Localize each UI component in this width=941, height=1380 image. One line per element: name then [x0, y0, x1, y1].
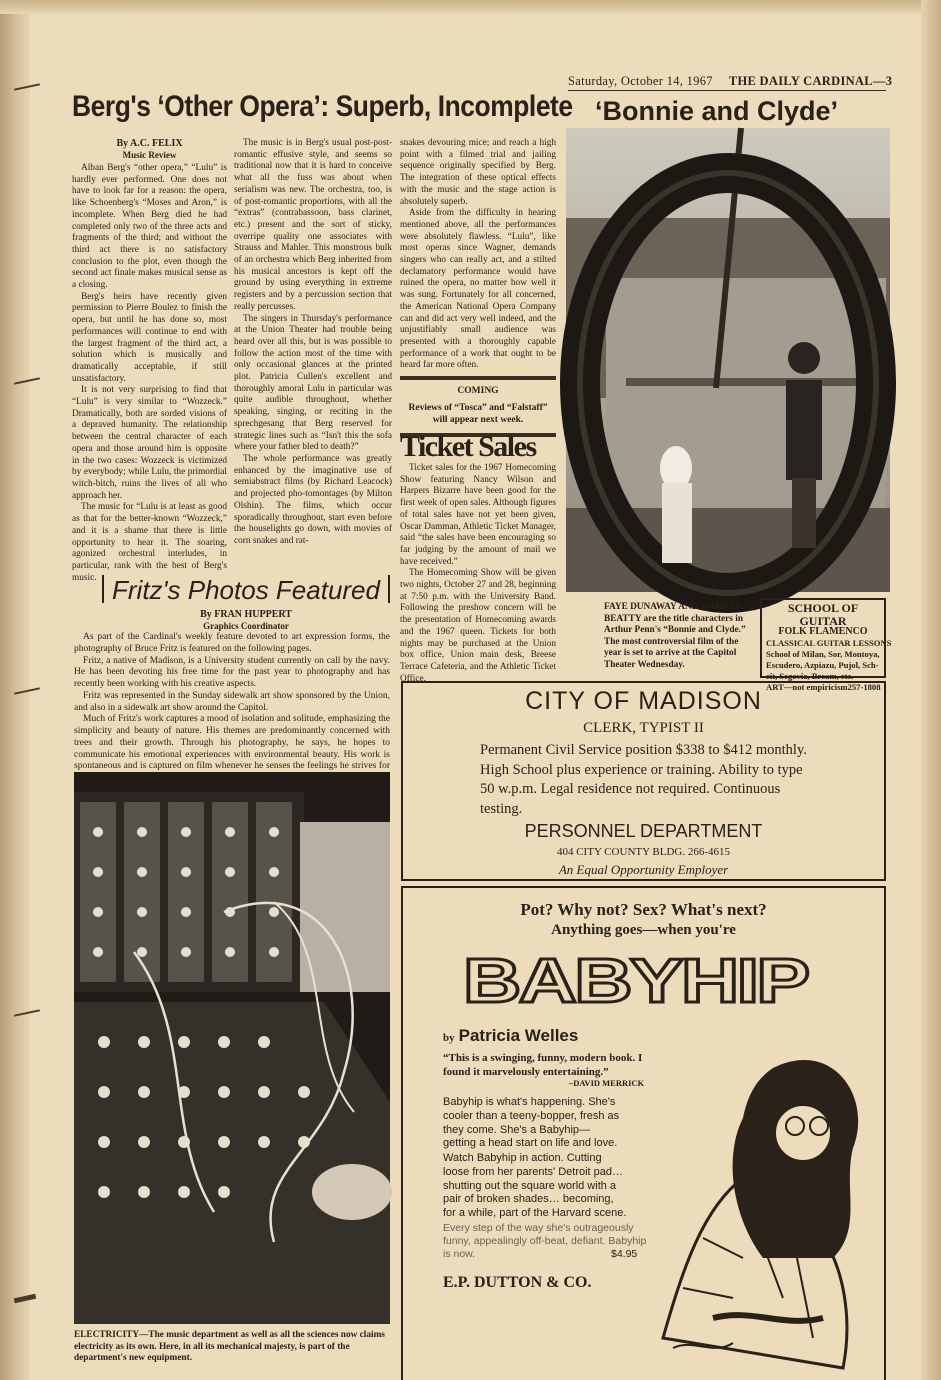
guitar-phone: 257-1808: [847, 681, 881, 692]
fritz-paragraph: Fritz, a native of Madison, is a University student currently on call by the navy. He has been devoting his free time for the past year to photography and has recently been working with his creative aspects.: [74, 655, 390, 690]
madison-department: PERSONNEL DEPARTMENT: [524, 821, 763, 842]
berg-byline-title: Music Review: [122, 149, 177, 160]
babyhip-tagline-2: Anything goes—when you're: [551, 922, 736, 938]
guitar-line: School of Milan, Sor, Montoya,: [766, 648, 880, 659]
guitar-school-ad: [760, 598, 892, 692]
guitar-subtitle: FOLK FLAMENCO: [778, 626, 868, 638]
fritz-byline: [102, 609, 390, 631]
babyhip-by: by: [443, 1032, 455, 1044]
tickets-headline: Ticket Sales: [400, 430, 536, 463]
babyhip-quote-by: –DAVID MERRICK: [569, 1078, 645, 1088]
madison-body: Permanent Civil Service position $338 to $412 monthly. High School plus experience or training. Ability to type 50 w.p.m. Legal residence not required. Continuous testing.: [480, 742, 807, 817]
guitar-line: CLASSICAL GUITAR LESSONS: [766, 637, 892, 648]
berg-paragraph: The singers in Thursday's performance at the Union Theater had trouble being heard over all this, but is was possible to follow the action most of the time with only occasional glances at the printed plot. Patricia Cullen's excellent and thoroughly amoral Lulu in particular was quite audible throughout, whether speaking, singing, or reciting in the sprechgesang that Berg reserved for strategic lines such as “Isn't this the sofa where your father bled to death?”: [234, 313, 392, 453]
fritz-headline-box: [102, 575, 390, 603]
babyhip-price: $4.95: [611, 1248, 638, 1260]
babyhip-ad: [401, 886, 886, 1380]
berg-paragraph: The whole performance was greatly enhanced by the imaginative use of semiabstract films (by Richard Leacock) and projected pho-tomontages (by Milton Olshin). The films, which occur sporadically throughout, start even before the houselights go down, with movies of corn snakes and rat-: [234, 453, 392, 546]
berg-byline-name: By A.C. FELIX: [116, 138, 183, 149]
coming-box: [400, 376, 556, 437]
madison-position: CLERK, TYPIST II: [583, 720, 704, 736]
tickets-article: [400, 463, 556, 684]
babyhip-quote: “This is a swinging, funny, modern book. I found it marvelously entertaining.”: [443, 1052, 643, 1078]
fritz-article: [74, 632, 390, 772]
page-top-edge: [0, 0, 941, 14]
tire-swing-illustration: [566, 128, 890, 592]
guitar-tagline: ART—not empiricism: [766, 681, 848, 692]
fritz-paragraph: As part of the Cardinal's weekly feature devoted to art expression forms, the photography of Bruce Fritz is featured on the following pages.: [74, 632, 390, 654]
madison-eoe: An Equal Opportunity Employer: [558, 862, 729, 878]
madison-address: 404 CITY COUNTY BLDG. 266-4615: [556, 846, 731, 859]
folio-rule: [568, 90, 886, 91]
bonnie-caption: FAYE DUNAWAY AND WARREN BEATTY are the title characters in Arthur Penn's “Bonnie and Clyde.” The most controversial film of the year is set to arrive at the Capitol Theater Wednesday.: [604, 602, 746, 671]
babyhip-logo: BABYHIP: [463, 947, 808, 1016]
folio-line: [568, 74, 892, 89]
berg-column-2: [234, 138, 392, 558]
tickets-paragraph: The Homecoming Show will be given two nights, October 27 and 28, beginning at 7:50 p.m. with the University Band. Following the preshow concern will be the presentation of Homecoming awards and the 1967 queen. Tickets for both nights may be purchased at the Union box office, Union main desk, Breese Terrace Cafeteria, and the Athletic Ticket Office.: [400, 568, 556, 684]
synthesizer-illustration: [74, 772, 390, 1324]
berg-paragraph: It is not very surprising to find that “Lulu” is very similar to “Wozzeck.” Dramatically, both are sorded visions of a depraved humanity. The relationship between the central character of each opera and those around him is opposite in the two cases: Wozzeck is victimized by everybody; while Lulu, the primordial witch-bitch, ruins the lives of all who approach her.: [72, 385, 227, 501]
page-right-edge: [921, 0, 941, 1380]
fritz-paragraph: Fritz was represented in the Sunday sidewalk art show sponsored by the Union, and also in a sidewalk art show around the Capitol.: [74, 690, 390, 713]
fritz-paragraph: Much of Fritz's work captures a mood of isolation and solitude, emphasizing the simplicity and beauty of nature. His themes are predominantly concerned with trees and their growth. Through his photography, he says, he hopes to communicate his emotional experiences with environmental beauty. His work is spontaneous and is captured on film whenever he senses the feelings he strives for: [74, 714, 390, 772]
babyhip-publisher: E.P. DUTTON & CO.: [443, 1274, 592, 1291]
electricity-caption: ELECTRICITY—The music department as well as all the sciences now claims electricity as its own. Here, in all its mechanical majesty, is part of the department's new equipment.: [74, 1330, 385, 1364]
fritz-byline-title: Graphics Coordinator: [203, 620, 289, 631]
bonnie-headline: ‘Bonnie and Clyde’: [595, 96, 839, 126]
berg-paragraph: Aside from the difficulty in hearing mentioned above, all the performances were absolutely flawless. “Lulu”, like most operas since Wagner, demands singers who can really act, and a stilted declamatory performance would have ruined the opera, no matter how well it was sung. Fortunately for all concerned, the American National Opera Company can and did act very well indeed, and the unjustifiably small audience was presented with a thoroughly capable performance of a work that ought to be heard far more often.: [400, 208, 556, 371]
guitar-line: eit, Segovia, Bream, etc.: [766, 670, 854, 681]
fritz-headline: Fritz's Photos Featured: [112, 575, 380, 605]
berg-column-1: [72, 163, 227, 583]
babyhip-tagline: Pot? Why not? Sex? What's next?: [520, 900, 767, 919]
guitar-title: SCHOOL OF GUITAR: [787, 601, 859, 628]
babyhip-girl-illustration: [643, 1038, 873, 1368]
berg-byline: [72, 138, 227, 160]
electricity-photo: [74, 772, 390, 1324]
babyhip-paragraph-1: Babyhip is what's happening. She's cooler than a teeny-bopper, fresh as they come. She's a Babyhip—getting a head start on life and love.: [443, 1096, 620, 1150]
berg-paragraph: The music for “Lulu is at least as good as that for the better-known “Wozzeck,” and it is a shame that there is little opportunity to hear it. The soaring, agonized orchestral interludes, in particular, rank with the best of Berg's music.: [72, 502, 227, 583]
berg-headline: Berg's ‘Other Opera’: Superb, Incomplete: [72, 90, 573, 123]
folio-paper: THE DAILY CARDINAL—3: [728, 74, 893, 88]
berg-paragraph: Berg's heirs have recently given permission to Pierre Boulez to finish the opera, but until he has done so, most performances will continue to end with the largest fragment of the third act, a solution which is musically and dramatically acceptable, if still unsatisfactory.: [72, 291, 227, 384]
berg-paragraph: The music is in Berg's usual post-post-romantic effusive style, and seems so traditional now that it is hard to conceive what all the fuss was about when serialism was new. The orchestra, too, is of post-romantic proportions, with all the “extras” (contrabassoon, bass clarinet, etc.) present and the sort of sticky, overripe quality one associates with Strauss and Mahler. This monstrous bulk of an orchestra which Berg inherited from his musical ancestors is kept off the ground by using everything in extreme registers and by a percussion section that really percusses.: [234, 138, 392, 312]
coming-text: Reviews of “Tosca” and “Falstaff” will appear next week.: [408, 402, 548, 425]
fritz-byline-name: By FRAN HUPPERT: [200, 609, 292, 620]
tickets-paragraph: Ticket sales for the 1967 Homecoming Show featuring Nancy Wilson and Harpers Bizarre have been good for the first week of open sales. Although figures of total sales have not yet been given, Oscar Damman, Athletic Ticket Manager, said “the sales have been encouraging so far judging by the amount of mail we have received.”: [400, 463, 556, 567]
guitar-line: Escudero, Azpiazu, Pujol, Sch-: [766, 659, 879, 670]
berg-column-3: [400, 138, 556, 370]
madison-title: CITY OF MADISON: [525, 687, 762, 715]
babyhip-author-line: [443, 1026, 578, 1046]
babyhip-paragraph-2: Watch Babyhip in action. Cutting loose from her parents' Detroit pad… shutting out the square world with a pair of broken shades… becoming, for a while, part of the Harvard scene.: [443, 1152, 627, 1219]
berg-paragraph: snakes devouring mice; and reach a high point with a filmed trial and jailing sequence originally specified by Berg. The integration of these optical effects with the music and the stage action is absolutely superb.: [400, 138, 556, 207]
coming-label: COMING: [457, 386, 499, 396]
babyhip-paragraph-3: Every step of the way she's outrageously funny, appealingly off-beat, defiant. Babyhip is now.: [443, 1222, 647, 1261]
city-of-madison-ad: [401, 681, 886, 881]
berg-paragraph: Alban Berg's “other opera,” “Lulu” is hardly ever performed. One does not have to look far for a reason: the opera, like Schoenberg's “Moses and Aron,” is incomplete. When Berg died he had completed only two of the three acts and fragments of the third; and without the third act there is no satisfactory conclusion to the plot, even though the second act finale makes musical sense as a closing.: [72, 163, 227, 291]
bonnie-and-clyde-photo: [566, 128, 890, 592]
folio-date: Saturday, October 14, 1967: [568, 74, 713, 88]
babyhip-author: Patricia Welles: [458, 1026, 579, 1045]
